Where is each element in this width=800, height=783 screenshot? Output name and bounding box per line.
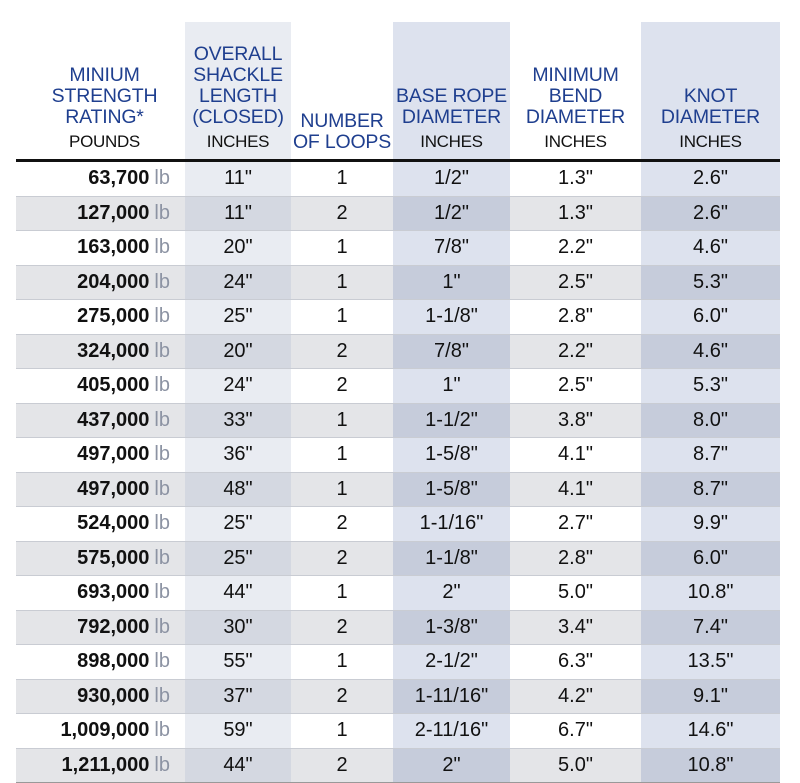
loops-cell: 2 — [291, 334, 393, 369]
loops-cell: 1 — [291, 231, 393, 266]
bend-diameter-cell: 1.3" — [510, 196, 641, 231]
bend-diameter-cell: 2.5" — [510, 265, 641, 300]
strength-unit: lb — [154, 443, 170, 466]
shackle-spec-table — [16, 22, 780, 783]
strength-value: 524,000 — [77, 512, 150, 535]
rope-diameter-cell: 1" — [393, 369, 510, 404]
knot-diameter-cell: 13.5" — [641, 645, 780, 680]
strength-unit: lb — [154, 270, 170, 293]
bend-diameter-cell: 2.7" — [510, 507, 641, 542]
loops-cell: 1 — [291, 472, 393, 507]
strength-value: 275,000 — [77, 305, 150, 328]
shackle-length-cell: 24" — [185, 265, 291, 300]
knot-diameter-cell: 9.9" — [641, 507, 780, 542]
bend-diameter-cell: 2.2" — [510, 334, 641, 369]
strength-unit: lb — [154, 374, 170, 397]
shackle-length-cell: 44" — [185, 576, 291, 611]
strength-value: 575,000 — [77, 546, 150, 569]
strength-cell — [16, 196, 185, 231]
loops-cell: 1 — [291, 161, 393, 197]
bend-diameter-cell: 2.8" — [510, 300, 641, 335]
rope-diameter-cell: 1/2" — [393, 161, 510, 197]
shackle-length-cell: 30" — [185, 610, 291, 645]
strength-cell — [16, 472, 185, 507]
bend-diameter-cell: 2.5" — [510, 369, 641, 404]
loops-cell: 2 — [291, 679, 393, 714]
loops-cell: 1 — [291, 300, 393, 335]
strength-unit: lb — [154, 512, 170, 535]
table-body — [16, 161, 780, 783]
table-row — [16, 541, 780, 576]
strength-unit: lb — [154, 615, 170, 638]
strength-unit: lb — [154, 650, 170, 673]
knot-diameter-cell: 8.0" — [641, 403, 780, 438]
loops-cell: 2 — [291, 610, 393, 645]
loops-cell: 2 — [291, 196, 393, 231]
strength-unit: lb — [154, 167, 170, 190]
header-knot-diameter — [641, 22, 780, 161]
strength-cell — [16, 231, 185, 266]
knot-diameter-cell: 4.6" — [641, 231, 780, 266]
strength-cell — [16, 438, 185, 473]
strength-cell — [16, 679, 185, 714]
loops-cell: 2 — [291, 507, 393, 542]
loops-cell: 1 — [291, 438, 393, 473]
knot-diameter-cell: 8.7" — [641, 438, 780, 473]
strength-unit: lb — [154, 408, 170, 431]
table-header — [16, 22, 780, 161]
strength-unit: lb — [154, 753, 170, 776]
strength-value: 163,000 — [77, 236, 150, 259]
strength-value: 1,211,000 — [61, 753, 150, 776]
table-row — [16, 472, 780, 507]
strength-value: 497,000 — [77, 443, 150, 466]
header-strength — [16, 22, 185, 161]
knot-diameter-cell: 2.6" — [641, 196, 780, 231]
rope-diameter-cell: 1-5/8" — [393, 438, 510, 473]
knot-diameter-cell: 7.4" — [641, 610, 780, 645]
bend-diameter-cell: 5.0" — [510, 748, 641, 783]
shackle-length-cell: 44" — [185, 748, 291, 783]
strength-value: 204,000 — [77, 270, 150, 293]
shackle-length-cell: 25" — [185, 507, 291, 542]
strength-value: 792,000 — [77, 615, 150, 638]
strength-cell — [16, 610, 185, 645]
shackle-length-cell: 25" — [185, 300, 291, 335]
strength-value: 405,000 — [77, 374, 150, 397]
header-row — [16, 22, 780, 161]
bend-diameter-cell: 4.2" — [510, 679, 641, 714]
table-row — [16, 645, 780, 680]
strength-unit: lb — [154, 477, 170, 500]
table-row — [16, 300, 780, 335]
rope-diameter-cell: 2-1/2" — [393, 645, 510, 680]
rope-diameter-cell: 1-1/2" — [393, 403, 510, 438]
knot-diameter-cell: 5.3" — [641, 369, 780, 404]
bend-diameter-cell: 3.4" — [510, 610, 641, 645]
strength-unit: lb — [154, 719, 170, 742]
knot-diameter-cell: 14.6" — [641, 714, 780, 749]
strength-cell — [16, 714, 185, 749]
header-title: NUMBER OF LOOPS — [292, 110, 392, 153]
table-row — [16, 576, 780, 611]
loops-cell: 1 — [291, 714, 393, 749]
bend-diameter-cell: 4.1" — [510, 472, 641, 507]
bend-diameter-cell: 3.8" — [510, 403, 641, 438]
header-shackle-length — [185, 22, 291, 161]
shackle-length-cell: 59" — [185, 714, 291, 749]
header-loops — [291, 22, 393, 161]
rope-diameter-cell: 1-1/8" — [393, 541, 510, 576]
header-unit: POUNDS — [69, 132, 140, 151]
table-row — [16, 610, 780, 645]
knot-diameter-cell: 6.0" — [641, 541, 780, 576]
table-row — [16, 369, 780, 404]
loops-cell: 2 — [291, 369, 393, 404]
strength-value: 63,700 — [88, 167, 150, 190]
table-row — [16, 438, 780, 473]
rope-diameter-cell: 1-1/8" — [393, 300, 510, 335]
strength-value: 898,000 — [77, 650, 150, 673]
shackle-length-cell: 33" — [185, 403, 291, 438]
shackle-length-cell: 48" — [185, 472, 291, 507]
strength-value: 497,000 — [77, 477, 150, 500]
rope-diameter-cell: 1" — [393, 265, 510, 300]
knot-diameter-cell: 6.0" — [641, 300, 780, 335]
strength-value: 324,000 — [77, 339, 150, 362]
rope-diameter-cell: 1/2" — [393, 196, 510, 231]
header-bend-diameter — [510, 22, 641, 161]
shackle-length-cell: 11" — [185, 161, 291, 197]
strength-value: 437,000 — [77, 408, 150, 431]
header-unit: INCHES — [206, 132, 270, 151]
shackle-length-cell: 37" — [185, 679, 291, 714]
rope-diameter-cell: 2" — [393, 748, 510, 783]
bend-diameter-cell: 2.2" — [510, 231, 641, 266]
strength-cell — [16, 541, 185, 576]
strength-unit: lb — [154, 305, 170, 328]
header-title: BASE ROPE DIAMETER — [396, 85, 507, 128]
table-row — [16, 403, 780, 438]
rope-diameter-cell: 1-1/16" — [393, 507, 510, 542]
bend-diameter-cell: 6.3" — [510, 645, 641, 680]
strength-unit: lb — [154, 546, 170, 569]
table-row — [16, 714, 780, 749]
header-unit: INCHES — [679, 132, 742, 151]
shackle-length-cell: 36" — [185, 438, 291, 473]
strength-unit: lb — [154, 236, 170, 259]
bend-diameter-cell: 6.7" — [510, 714, 641, 749]
bend-diameter-cell: 2.8" — [510, 541, 641, 576]
header-title: KNOT DIAMETER — [660, 85, 761, 128]
rope-diameter-cell: 2-11/16" — [393, 714, 510, 749]
strength-cell — [16, 748, 185, 783]
knot-diameter-cell: 10.8" — [641, 748, 780, 783]
shackle-length-cell: 20" — [185, 231, 291, 266]
table-row — [16, 679, 780, 714]
strength-unit: lb — [154, 684, 170, 707]
table-row — [16, 161, 780, 197]
knot-diameter-cell: 5.3" — [641, 265, 780, 300]
loops-cell: 1 — [291, 403, 393, 438]
knot-diameter-cell: 2.6" — [641, 161, 780, 197]
strength-unit: lb — [154, 581, 170, 604]
table-row — [16, 748, 780, 783]
header-unit: INCHES — [420, 132, 483, 151]
table-row — [16, 196, 780, 231]
rope-diameter-cell: 1-5/8" — [393, 472, 510, 507]
knot-diameter-cell: 4.6" — [641, 334, 780, 369]
bend-diameter-cell: 4.1" — [510, 438, 641, 473]
header-title: OVERALL SHACKLE LENGTH (CLOSED) — [192, 43, 284, 128]
shackle-length-cell: 20" — [185, 334, 291, 369]
strength-value: 127,000 — [77, 201, 150, 224]
table-row — [16, 265, 780, 300]
strength-value: 693,000 — [77, 581, 150, 604]
rope-diameter-cell: 7/8" — [393, 334, 510, 369]
table-row — [16, 334, 780, 369]
strength-unit: lb — [154, 201, 170, 224]
loops-cell: 1 — [291, 645, 393, 680]
shackle-length-cell: 25" — [185, 541, 291, 576]
loops-cell: 1 — [291, 576, 393, 611]
strength-cell — [16, 265, 185, 300]
header-title: MINIUM STRENGTH RATING* — [51, 64, 158, 128]
knot-diameter-cell: 10.8" — [641, 576, 780, 611]
strength-cell — [16, 576, 185, 611]
bend-diameter-cell: 1.3" — [510, 161, 641, 197]
shackle-length-cell: 24" — [185, 369, 291, 404]
strength-cell — [16, 334, 185, 369]
loops-cell: 2 — [291, 541, 393, 576]
strength-cell — [16, 300, 185, 335]
strength-cell — [16, 507, 185, 542]
shackle-length-cell: 11" — [185, 196, 291, 231]
rope-diameter-cell: 2" — [393, 576, 510, 611]
table-row — [16, 231, 780, 266]
strength-value: 1,009,000 — [60, 719, 150, 742]
header-unit: INCHES — [544, 132, 607, 151]
rope-diameter-cell: 1-3/8" — [393, 610, 510, 645]
loops-cell: 2 — [291, 748, 393, 783]
shackle-length-cell: 55" — [185, 645, 291, 680]
strength-cell — [16, 369, 185, 404]
knot-diameter-cell: 9.1" — [641, 679, 780, 714]
rope-diameter-cell: 7/8" — [393, 231, 510, 266]
strength-value: 930,000 — [77, 684, 150, 707]
strength-cell — [16, 161, 185, 197]
rope-diameter-cell: 1-11/16" — [393, 679, 510, 714]
strength-cell — [16, 403, 185, 438]
header-title: MINIMUM BEND DIAMETER — [525, 64, 626, 128]
strength-cell — [16, 645, 185, 680]
loops-cell: 1 — [291, 265, 393, 300]
header-rope-diameter — [393, 22, 510, 161]
knot-diameter-cell: 8.7" — [641, 472, 780, 507]
table-row — [16, 507, 780, 542]
bend-diameter-cell: 5.0" — [510, 576, 641, 611]
strength-unit: lb — [154, 339, 170, 362]
